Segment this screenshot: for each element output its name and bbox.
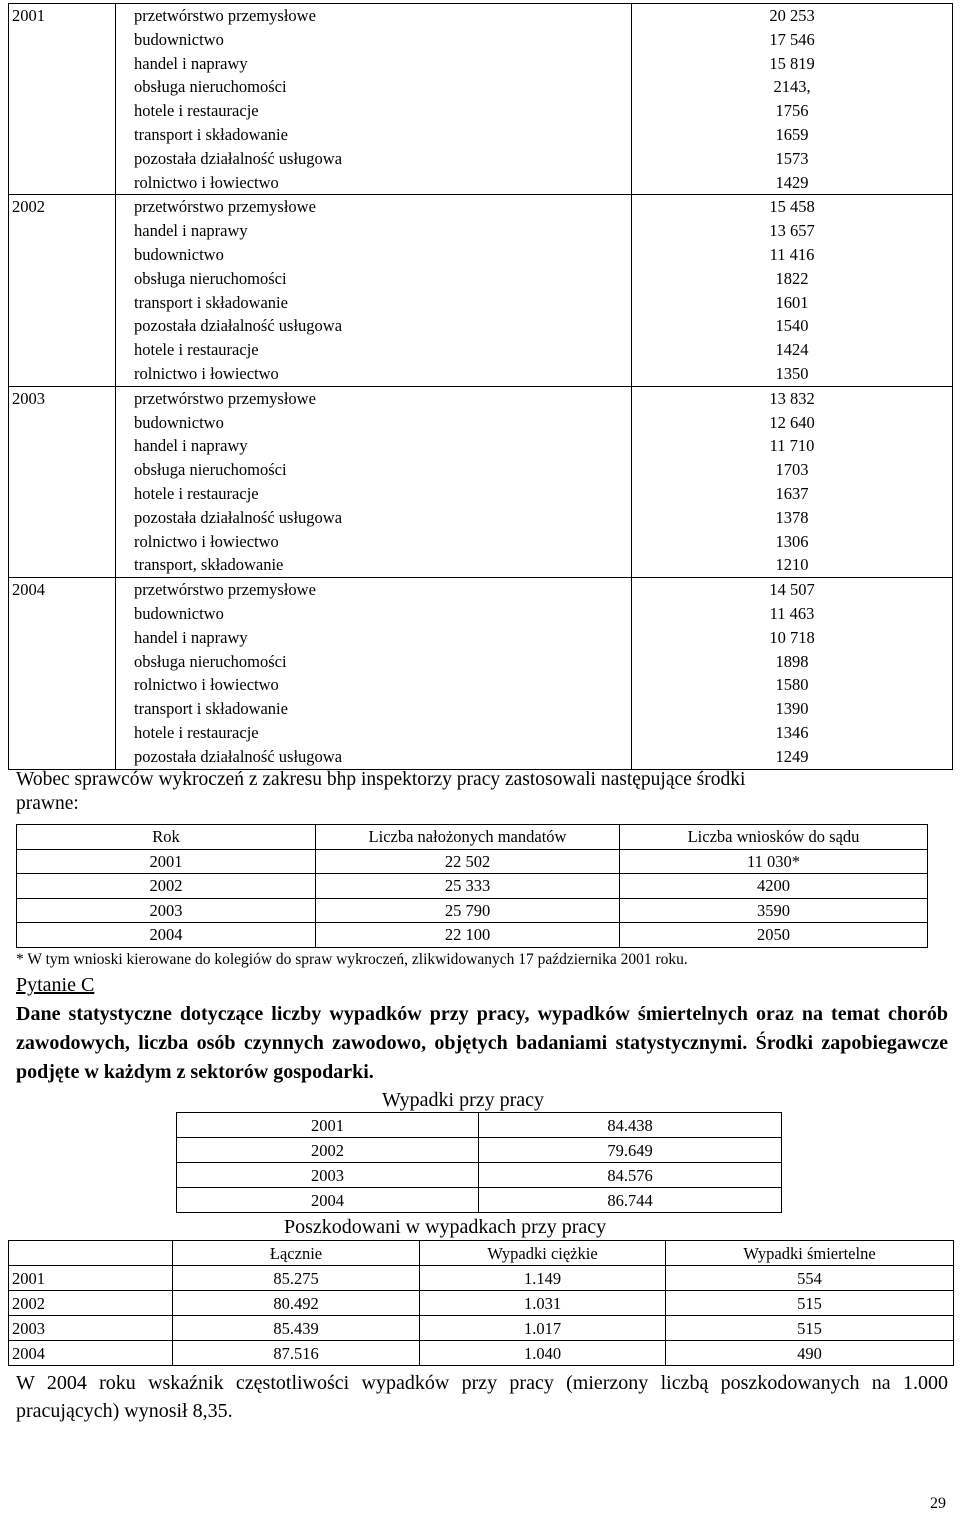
table-cell: 2050 [620,923,928,948]
sector-value: 1580 [775,675,809,695]
year-cell [9,195,116,386]
table-cell: 2002 [177,1138,479,1163]
sector-value: 1249 [775,746,809,766]
table-cell: 2003 [177,1163,479,1188]
table-cell: 80.492 [173,1291,420,1316]
value-cell [632,386,953,577]
table-cell: 4200 [620,874,928,899]
table-cell: 25 790 [316,898,620,923]
year-cell [9,386,116,577]
table-cell: 2001 [17,849,316,874]
sector-value: 1659 [775,124,809,144]
sector-name: przetwórstwo przemysłowe [134,388,316,408]
header-cell: Łącznie [173,1241,420,1266]
sector-table-body [9,4,953,770]
header-cell: Wypadki śmiertelne [666,1241,954,1266]
sector-name: obsługa nieruchomości [134,77,287,97]
year-label: 2001 [12,6,45,25]
sector-name: handel i naprawy [134,53,248,73]
table-row [9,195,953,386]
table-cell: 11 030* [620,849,928,874]
sector-value: 1424 [775,340,809,360]
table-cell: 87.516 [173,1341,420,1366]
table-cell: 84.438 [479,1113,782,1138]
header-cell: Wypadki ciężkie [420,1241,666,1266]
table-cell: 25 333 [316,874,620,899]
sector-name: handel i naprawy [134,221,248,241]
sector-value: 1822 [775,268,809,288]
table-row [177,1188,782,1213]
table-row [17,874,928,899]
table-cell: 1.031 [420,1291,666,1316]
table-cell: 79.649 [479,1138,782,1163]
table-row [9,1266,954,1291]
sector-value: 1573 [775,148,809,168]
sector-cell [116,195,632,386]
question-title: Pytanie C [16,974,95,996]
table-cell: 3590 [620,898,928,923]
table-row [17,849,928,874]
sector-cell [116,578,632,769]
table-header-row [9,1241,954,1266]
sector-name: przetwórstwo przemysłowe [134,580,316,600]
sector-value: 12 640 [769,412,815,432]
sector-value: 1601 [775,292,809,312]
table-row [17,898,928,923]
table-cell: 2001 [9,1266,173,1291]
sector-value: 10 718 [769,627,815,647]
table-cell: 85.275 [173,1266,420,1291]
sector-value: 1306 [775,531,809,551]
table-cell: 490 [666,1341,954,1366]
sector-name: hotele i restauracje [134,101,259,121]
year-label: 2002 [12,197,45,217]
sector-name: budownictwo [134,603,224,623]
sector-value: 13 832 [769,388,815,408]
sector-value: 13 657 [769,221,815,241]
accidents-caption: Wypadki przy pracy [382,1089,545,1111]
injured-caption: Poszkodowani w wypadkach przy pracy [284,1216,607,1238]
table-row [9,578,953,769]
table-cell: 2002 [9,1291,173,1316]
sector-name: budownictwo [134,412,224,432]
sector-value: 1703 [775,460,809,480]
table-cell: 1.149 [420,1266,666,1291]
table-cell: 515 [666,1316,954,1341]
table-row [177,1163,782,1188]
table-row [9,4,953,195]
table-row [177,1113,782,1138]
sector-name: hotele i restauracje [134,483,259,503]
sector-name: pozostała działalność usługowa [134,746,343,766]
header-cell [9,1241,173,1266]
value-cell [632,578,953,769]
sector-name: przetwórstwo przemysłowe [134,6,316,25]
table-row [9,1316,954,1341]
header-cell: Liczba nałożonych mandatów [316,825,620,850]
sector-name: pozostała działalność usługowa [134,316,343,336]
sector-value: 1637 [775,483,809,503]
injured-table [8,1240,954,1366]
table-row [17,923,928,948]
sector-name: handel i naprawy [134,627,248,647]
sector-value: 11 463 [769,603,815,623]
table-cell: 22 100 [316,923,620,948]
sector-value: 1756 [775,101,809,121]
table-cell: 2002 [17,874,316,899]
table-cell: 22 502 [316,849,620,874]
sector-name: handel i naprawy [134,436,248,456]
intro-paragraph [16,768,948,816]
table-cell: 2001 [177,1113,479,1138]
sector-value: 1390 [775,699,809,719]
table-cell: 1.040 [420,1341,666,1366]
table-header-row [17,825,928,850]
sector-name: transport i składowanie [134,699,288,719]
sector-value: 2143, [773,77,811,97]
sector-value: 15 819 [769,53,815,73]
sector-name: budownictwo [134,29,224,49]
footnote: * W tym wnioski kierowane do kolegiów do spraw wykroczeń, zlikwidowanych 17 października 2001 roku. [16,951,688,968]
sector-ranking-table [8,3,953,770]
table-cell: 2003 [17,898,316,923]
sector-value: 1346 [775,722,809,742]
sector-name: transport i składowanie [134,292,288,312]
sector-value: 1540 [775,316,809,336]
year-label: 2004 [12,580,45,600]
sector-name: budownictwo [134,244,224,264]
table-cell: 86.744 [479,1188,782,1213]
table-cell: 515 [666,1291,954,1316]
sector-name: transport i składowanie [134,124,288,144]
mandates-table [16,824,928,948]
sector-name: rolnictwo i łowiectwo [134,363,279,383]
intro-line-2: prawne: [16,793,79,814]
sector-value: 1898 [775,651,809,671]
sector-value: 15 458 [769,197,815,217]
sector-value: 11 710 [769,436,815,456]
sector-value: 17 546 [769,29,815,49]
closing-paragraph: W 2004 roku wskaźnik częstotliwości wypadków przy pracy (mierzony liczbą poszkodowanych na 1.000 pracujących) wynosił 8,35. [16,1372,948,1422]
sector-value: 1378 [775,507,809,527]
year-cell [9,4,116,195]
question-body: Dane statystyczne dotyczące liczby wypadków przy pracy, wypadków śmiertelnych oraz na temat chorób zawodowych, liczba osób czynnych zawodowo, objętych badaniami statystycznymi. Środki zapobiegawcze podjęte w każdym z sektorów gospodarki. [16,1003,948,1083]
table-cell: 84.576 [479,1163,782,1188]
sector-cell [116,386,632,577]
header-cell: Liczba wniosków do sądu [620,825,928,850]
table-cell: 1.017 [420,1316,666,1341]
sector-cell [116,4,632,195]
sector-name: pozostała działalność usługowa [134,148,343,168]
table-cell: 2004 [17,923,316,948]
sector-name: rolnictwo i łowiectwo [134,675,279,695]
year-label: 2003 [12,388,45,408]
sector-name: rolnictwo i łowiectwo [134,172,279,192]
sector-name: obsługa nieruchomości [134,268,287,288]
sector-name: pozostała działalność usługowa [134,507,343,527]
table-row [9,386,953,577]
table-cell: 2003 [9,1316,173,1341]
sector-name: transport, składowanie [134,555,284,575]
page-number: 29 [930,1495,946,1512]
sector-value: 14 507 [769,580,815,600]
sector-name: obsługa nieruchomości [134,460,287,480]
table-row [177,1138,782,1163]
header-cell: Rok [17,825,316,850]
table-cell: 2004 [9,1341,173,1366]
sector-name: przetwórstwo przemysłowe [134,197,316,217]
table-cell: 85.439 [173,1316,420,1341]
year-cell [9,578,116,769]
table-cell: 2004 [177,1188,479,1213]
table-cell: 554 [666,1266,954,1291]
sector-name: hotele i restauracje [134,340,259,360]
sector-value: 1210 [775,555,809,575]
value-cell [632,4,953,195]
sector-value: 1429 [775,172,809,192]
sector-value: 1350 [775,363,809,383]
sector-name: rolnictwo i łowiectwo [134,531,279,551]
table-row [9,1341,954,1366]
value-cell [632,195,953,386]
intro-line-1: Wobec sprawców wykroczeń z zakresu bhp inspektorzy pracy zastosowali następujące środki [16,769,746,790]
table-row [9,1291,954,1316]
sector-name: hotele i restauracje [134,722,259,742]
sector-value: 11 416 [769,244,815,264]
sector-value: 20 253 [769,6,815,25]
accidents-table [176,1112,782,1213]
sector-name: obsługa nieruchomości [134,651,287,671]
